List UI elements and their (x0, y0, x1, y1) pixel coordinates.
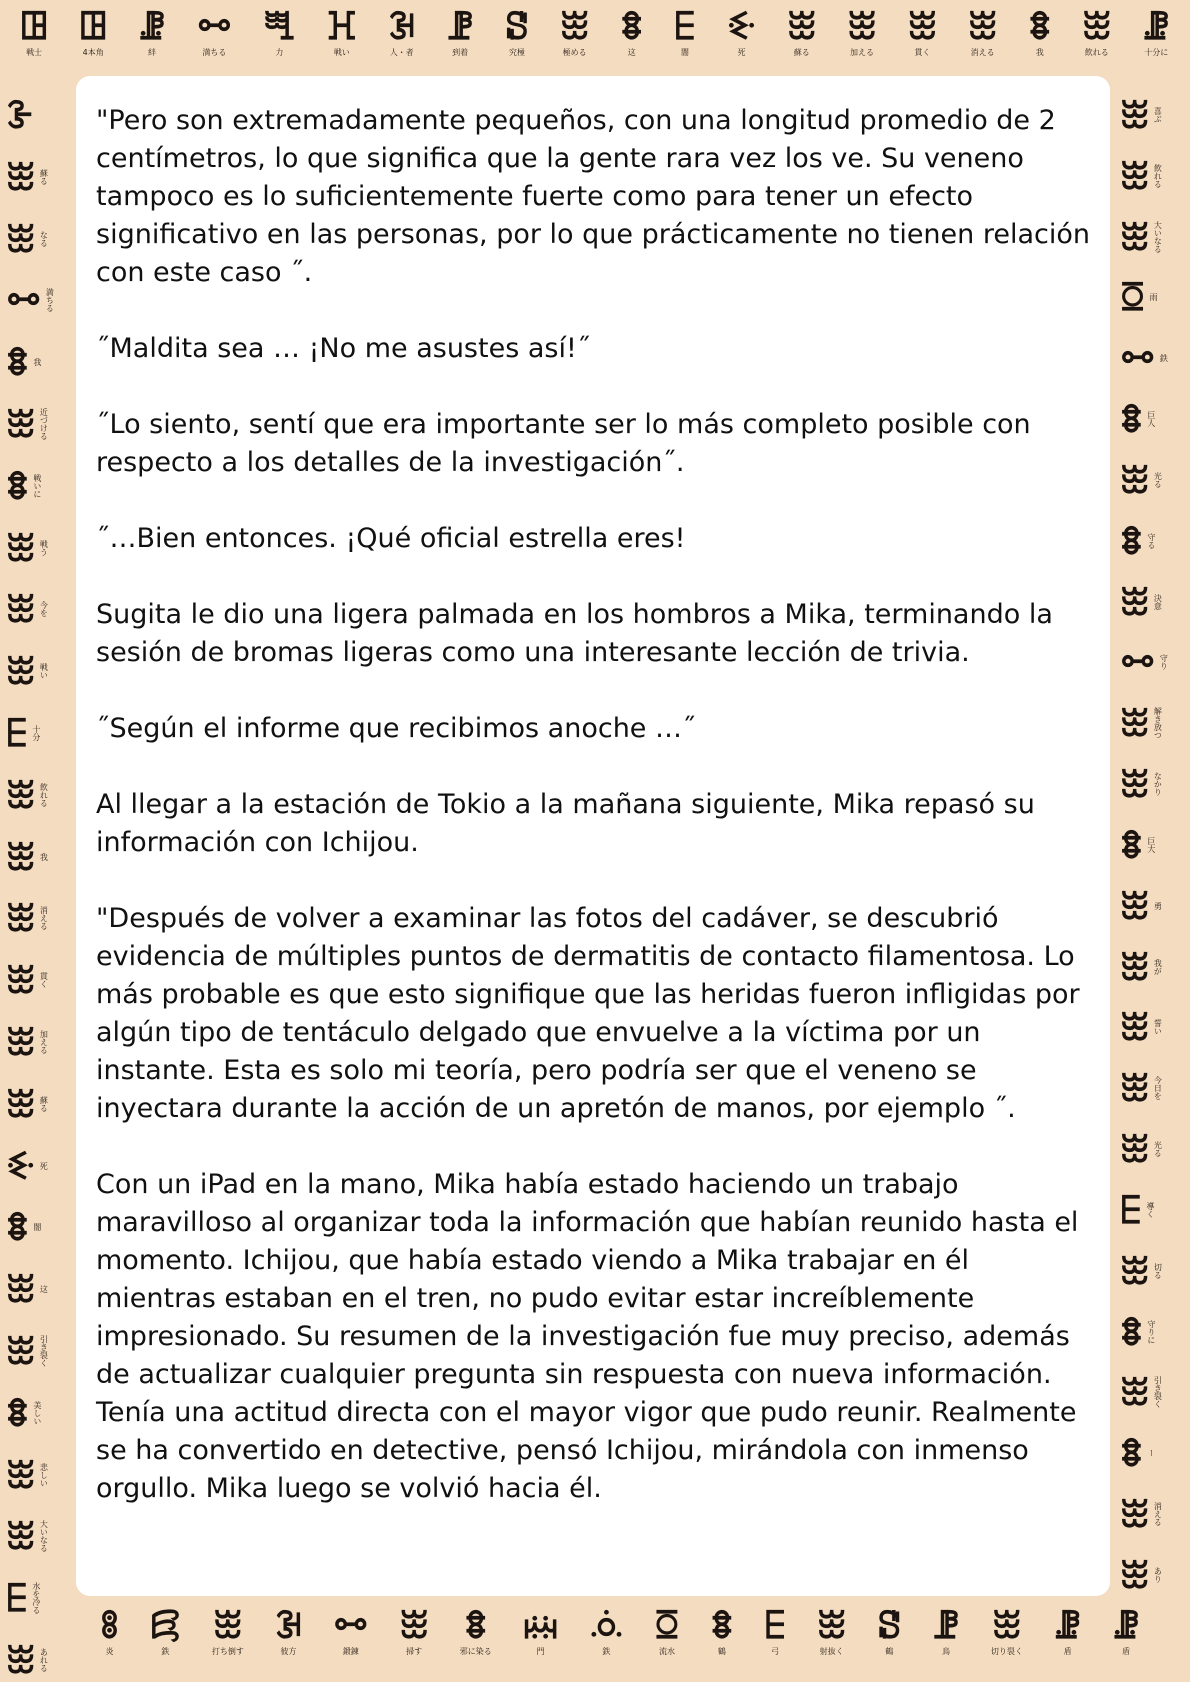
ornament-glyph-icon: ꖿ (399, 1603, 429, 1647)
ornament-glyph-icon: ꖿ (213, 1603, 243, 1647)
ornament-glyph-icon: ꖿ (6, 1019, 36, 1064)
ornament-glyph-icon: ꗊ (1120, 1431, 1143, 1476)
ornament-glyph-icon: ꗝ (589, 1603, 624, 1647)
ornament-glyph-icon: ꗊ (1120, 1309, 1143, 1354)
ornament-glyph-icon: ꖿ (6, 772, 36, 817)
border-glyph-right (1120, 1248, 1186, 1293)
ornament-glyph-icon: ꖿ (787, 4, 817, 48)
border-glyph-left (6, 1452, 76, 1497)
decorative-border-right (1120, 95, 1186, 1595)
ornament-glyph-icon: ꗿ (6, 93, 34, 137)
border-glyph-bottom (275, 1605, 302, 1675)
border-glyph-right (1120, 1552, 1186, 1597)
glyph-caption: 満ちる (45, 288, 55, 313)
border-glyph-left (6, 1637, 76, 1682)
glyph-caption: 死 (39, 1161, 49, 1170)
border-glyph-left (6, 154, 76, 199)
border-glyph-left (6, 401, 76, 446)
border-glyph-top (787, 6, 816, 68)
ornament-glyph-icon: ꗋ (764, 1603, 787, 1647)
glyph-caption: 雨 (1149, 293, 1159, 302)
ornament-glyph-icon: ꗘ (932, 1603, 960, 1647)
border-glyph-right (1120, 1309, 1186, 1354)
glyph-caption: 飲れる (1084, 48, 1109, 57)
border-glyph-right (1120, 518, 1186, 563)
border-glyph-left (6, 710, 76, 755)
ornament-glyph-icon: ꗛ (149, 1603, 181, 1647)
border-glyph-bottom (100, 1605, 119, 1675)
glyph-caption: 蘇る (39, 1095, 49, 1112)
ornament-glyph-icon: ꖿ (1120, 1127, 1150, 1172)
ornament-glyph-icon: ꖿ (907, 4, 938, 48)
border-glyph-top (388, 6, 415, 68)
ornament-glyph-icon: ꖿ (1120, 944, 1150, 989)
ornament-glyph-icon: ꗙ (138, 4, 166, 48)
glyph-caption: 鳥 (942, 1647, 951, 1656)
ornament-glyph-icon: ꘂ (387, 4, 416, 48)
border-glyph-right (1120, 153, 1186, 198)
ornament-glyph-icon: ꖿ (6, 401, 36, 446)
glyph-caption: 盾 (1063, 1647, 1072, 1656)
border-glyph-left (6, 278, 76, 323)
border-glyph-left (6, 958, 76, 1003)
ornament-glyph-icon: ꗚ (100, 1603, 120, 1647)
ornament-glyph-icon: ꗊ (1120, 822, 1143, 867)
border-glyph-left (6, 1576, 76, 1621)
glyph-caption: 守りに (1146, 1319, 1156, 1344)
glyph-caption: 这 (627, 48, 636, 57)
border-glyph-bottom (523, 1605, 559, 1675)
glyph-caption: 鉄 (1159, 354, 1169, 363)
glyph-caption: 鍛錬 (342, 1647, 359, 1656)
ornament-glyph-icon: ꖿ (6, 1514, 36, 1559)
border-glyph-bottom (212, 1605, 244, 1675)
ornament-glyph-icon: ꖿ (6, 896, 36, 941)
glyph-caption: 導く (1145, 1201, 1155, 1218)
paragraph: ˝Según el informe que recibimos anoche …˝ (96, 713, 696, 744)
border-glyph-right (1120, 762, 1186, 807)
glyph-caption: 消える (39, 906, 49, 931)
glyph-caption: 戦いに (32, 473, 42, 498)
glyph-caption: 十分に (1144, 48, 1169, 57)
ornament-glyph-icon: ꖿ (1120, 93, 1150, 137)
paragraph: ˝…Bien entonces. ¡Qué oficial estrella eres! (96, 523, 686, 554)
glyph-caption: 蘇る (793, 48, 810, 57)
ornament-glyph-icon: ꗞ (654, 1603, 680, 1647)
glyph-caption: ー (1146, 1449, 1156, 1458)
ornament-glyph-icon: ꘂ (274, 1603, 303, 1647)
glyph-caption: 光る (1153, 1141, 1163, 1158)
ornament-glyph-icon: ꖿ (992, 1603, 1022, 1647)
glyph-caption: 我が (1153, 958, 1163, 975)
border-glyph-left (6, 1328, 76, 1373)
paragraph: Al llegar a la estación de Tokio a la mañana siguiente, Mika repasó su información con Ichijou. (96, 789, 1035, 858)
border-glyph-top (674, 6, 696, 68)
ornament-glyph-icon: ꖿ (1120, 883, 1150, 928)
border-glyph-bottom (589, 1605, 623, 1675)
ornament-glyph-icon: ꖾ (326, 4, 358, 48)
border-glyph-top (1082, 6, 1111, 68)
glyph-caption: 掃す (406, 1647, 423, 1656)
glyph-caption: 戦い (39, 663, 49, 680)
ornament-glyph-icon: ꖽ (263, 4, 296, 48)
ornament-glyph-icon: ꗞ (1120, 275, 1146, 320)
glyph-caption: 貫く (39, 972, 49, 989)
glyph-caption: 切る (1153, 1262, 1163, 1279)
border-glyph-right (1120, 822, 1186, 867)
border-glyph-top (79, 6, 107, 68)
glyph-caption: 守る (1146, 532, 1156, 549)
glyph-caption: 戦う (39, 539, 49, 556)
border-glyph-right (1120, 336, 1186, 381)
border-glyph-right (1120, 95, 1186, 135)
glyph-caption: 飲れる (1153, 163, 1163, 188)
glyph-caption: 勇 (1153, 901, 1163, 910)
paragraph: "Después de volver a examinar las fotos del cadáver, se descubrió evidencia de múltiples puntos de dermatitis de contacto filamentosa. Lo más probable es que esto signifique que las heridas fueron infligidas por algún tipo de tentáculo delgado que envuelve a la víctima por un instante. Esta es solo mi teoría, pero podría ser que el veneno se inyectara durante la acción de un apretón de manos, por ejemplo ˝. (96, 903, 1080, 1124)
glyph-caption: 消える (1153, 1502, 1163, 1527)
ornament-glyph-icon: ꖿ (1120, 214, 1150, 259)
glyph-caption: 盾 (1122, 1647, 1131, 1656)
glyph-caption: 絆 (147, 48, 156, 57)
ornament-glyph-icon: ꖿ (6, 1637, 36, 1682)
border-glyph-bottom (817, 1605, 846, 1675)
ornament-glyph-icon: ꗬ (1120, 640, 1156, 685)
border-glyph-top (263, 6, 296, 68)
decorative-border-left (6, 95, 76, 1680)
ornament-glyph-icon: ꗜ (522, 1603, 559, 1647)
decorative-border-top (20, 6, 1170, 68)
ornament-glyph-icon: ꖿ (1120, 1370, 1150, 1415)
border-glyph-top (560, 6, 589, 68)
border-glyph-top (327, 6, 357, 68)
glyph-caption: 炎 (105, 1647, 114, 1656)
ornament-glyph-icon: ꗋ (6, 1576, 28, 1621)
glyph-caption: 闇 (32, 1223, 42, 1232)
ornament-glyph-icon: ꖿ (1120, 1066, 1150, 1111)
border-glyph-right (1120, 275, 1186, 320)
ornament-glyph-icon: ꗊ (620, 4, 644, 48)
glyph-caption: 我 (32, 358, 42, 367)
ornament-glyph-icon: ꗊ (1028, 4, 1052, 48)
border-glyph-bottom (877, 1605, 901, 1675)
ornament-glyph-icon: ꖿ (1120, 1248, 1150, 1293)
ornament-glyph-icon: ꖿ (559, 4, 590, 48)
glyph-caption: 蘇る (39, 168, 49, 185)
border-glyph-bottom (932, 1605, 960, 1675)
border-glyph-left (6, 1143, 76, 1188)
glyph-caption: あり (1153, 1566, 1163, 1583)
ornament-glyph-icon: ꖿ (816, 1603, 847, 1647)
border-glyph-left (6, 1514, 76, 1559)
glyph-caption: 死 (737, 48, 746, 57)
border-glyph-left (6, 340, 76, 385)
glyph-caption: 4本角 (82, 48, 104, 57)
border-glyph-right (1120, 579, 1186, 624)
ornament-glyph-icon: ꖿ (1120, 579, 1150, 624)
border-glyph-bottom (764, 1605, 786, 1675)
glyph-caption: 消える (970, 48, 995, 57)
glyph-caption: 巨大 (1146, 836, 1156, 853)
border-glyph-right (1120, 1127, 1186, 1172)
glyph-caption: 切り裂く (990, 1647, 1023, 1656)
glyph-caption: 流水 (658, 1647, 675, 1656)
glyph-caption: 守り (1159, 654, 1169, 671)
ornament-glyph-icon: ꖿ (6, 1081, 36, 1126)
paragraph: Sugita le dio una ligera palmada en los hombros a Mika, terminando la sesión de bromas ligeras como una interesante lección de trivia. (96, 599, 1053, 668)
glyph-caption: 解き放つ (1153, 707, 1163, 740)
border-glyph-left (6, 896, 76, 941)
glyph-caption: 我 (1035, 48, 1044, 57)
glyph-caption: 十分 (31, 724, 41, 741)
glyph-caption: 今日を (1153, 1076, 1163, 1101)
border-glyph-right (1120, 1370, 1186, 1415)
ornament-glyph-icon: ꖸ (20, 4, 49, 48)
ornament-glyph-icon: ꖿ (1120, 1005, 1150, 1050)
ornament-glyph-icon: ꖿ (1120, 762, 1150, 807)
glyph-caption: 鶴 (885, 1647, 894, 1656)
border-glyph-left (6, 1081, 76, 1126)
glyph-caption: 鶴 (717, 1647, 726, 1656)
ornament-glyph-icon: ꖿ (6, 649, 36, 694)
border-glyph-right (1120, 701, 1186, 746)
glyph-caption: 弓 (771, 1647, 780, 1656)
glyph-caption: 満ちる (202, 48, 227, 57)
border-glyph-bottom (333, 1605, 368, 1675)
glyph-caption: 悲しい (39, 1462, 49, 1487)
glyph-caption: 到着 (452, 48, 469, 57)
glyph-caption: 大いなる (1153, 220, 1163, 253)
glyph-caption: 打ち倒す (211, 1647, 244, 1656)
border-glyph-right (1120, 640, 1186, 685)
ornament-glyph-icon: ꖿ (1082, 4, 1112, 48)
glyph-caption: なる (39, 230, 49, 247)
glyph-caption: 引き裂く (39, 1334, 49, 1367)
glyph-caption: 加える (850, 48, 875, 57)
ornament-glyph-icon: ꖿ (1120, 1492, 1150, 1537)
glyph-caption: 喜ぶ (1153, 107, 1163, 123)
border-glyph-left (6, 216, 76, 261)
border-glyph-right (1120, 1187, 1186, 1232)
paragraph: ˝Lo siento, sentí que era importante ser lo más completo posible con respecto a los detalles de la investigación˝. (96, 409, 1031, 478)
border-glyph-top (908, 6, 937, 68)
glyph-caption: 今を (39, 601, 49, 618)
border-glyph-bottom (1054, 1605, 1082, 1675)
glyph-caption: 巨人 (1146, 411, 1156, 428)
border-glyph-top (1028, 6, 1051, 68)
glyph-caption: 戦い (333, 48, 350, 57)
border-glyph-top (197, 6, 232, 68)
ornament-glyph-icon: ꗊ (1120, 518, 1143, 563)
glyph-caption: 射抜く (819, 1647, 844, 1656)
glyph-caption: 鉄 (161, 1647, 170, 1656)
ornament-glyph-icon: ꗟ (504, 4, 529, 48)
ornament-glyph-icon: ꖿ (1120, 701, 1150, 746)
glyph-caption: なかり (1153, 772, 1163, 797)
border-glyph-left (6, 1267, 76, 1312)
border-glyph-left (6, 525, 76, 570)
border-glyph-right (1120, 1431, 1186, 1476)
glyph-caption: 大いなる (39, 1520, 49, 1553)
glyph-caption: 近づける (39, 407, 49, 440)
ornament-glyph-icon: ꗊ (6, 463, 29, 508)
ornament-glyph-icon: ꗩ (6, 1143, 36, 1188)
ornament-glyph-icon: ꗊ (464, 1603, 488, 1647)
glyph-caption: 戦士 (26, 48, 43, 57)
border-glyph-bottom (710, 1605, 733, 1675)
border-glyph-right (1120, 457, 1186, 502)
glyph-caption: 彼方 (280, 1647, 297, 1656)
border-glyph-top (620, 6, 643, 68)
glyph-caption: 人・者 (389, 48, 414, 57)
ornament-glyph-icon: ꗊ (710, 1603, 734, 1647)
ornament-glyph-icon: ꗋ (6, 710, 28, 755)
ornament-glyph-icon: ꗊ (6, 340, 29, 385)
glyph-caption: 水を冷る (31, 1582, 41, 1615)
border-glyph-left (6, 649, 76, 694)
border-glyph-top (847, 6, 876, 68)
border-glyph-left (6, 1205, 76, 1250)
glyph-caption: 美しい (32, 1400, 42, 1425)
border-glyph-top (20, 6, 48, 68)
ornament-glyph-icon: ꖸ (79, 4, 108, 48)
border-glyph-bottom (399, 1605, 428, 1675)
ornament-glyph-icon: ꖿ (1120, 153, 1150, 198)
ornament-glyph-icon: ꖿ (6, 958, 36, 1003)
glyph-caption: 我 (39, 852, 49, 861)
glyph-caption: 飲れる (39, 782, 49, 807)
glyph-caption: 貫く (914, 48, 931, 57)
ornament-glyph-icon: ꖿ (847, 4, 877, 48)
border-glyph-right (1120, 883, 1186, 928)
glyph-caption: 決意 (1153, 593, 1163, 610)
glyph-caption: 光る (1153, 471, 1163, 488)
ornament-glyph-icon: ꗋ (1120, 1187, 1142, 1232)
border-glyph-right (1120, 1066, 1186, 1111)
glyph-caption: 闇 (680, 48, 689, 57)
ornament-glyph-icon: ꗘ (446, 4, 474, 48)
paragraph: "Pero son extremadamente pequeños, con una longitud promedio de 2 centímetros, lo que significa que la gente rara vez los ve. Su veneno tampoco es lo suficientemente fuerte como para tener un efecto significativo en las personas, por lo que prácticamente no tienen relación con este caso ˝. (96, 105, 1090, 288)
border-glyph-left (6, 834, 76, 879)
border-glyph-top (968, 6, 997, 68)
border-glyph-right (1120, 1005, 1186, 1050)
ornament-glyph-icon: ꗙ (1112, 1603, 1140, 1647)
ornament-glyph-icon: ꖿ (6, 525, 36, 570)
border-glyph-right (1120, 1492, 1186, 1537)
border-glyph-top (727, 6, 756, 68)
glyph-caption: 这 (39, 1285, 49, 1294)
border-glyph-left (6, 463, 76, 508)
decorative-border-bottom (100, 1605, 1140, 1675)
ornament-glyph-icon: ꗩ (726, 4, 757, 48)
border-glyph-top (1142, 6, 1170, 68)
paragraph: ˝Maldita sea … ¡No me asustes así!˝ (96, 333, 591, 364)
ornament-glyph-icon: ꗊ (6, 1390, 29, 1435)
glyph-caption: 究極 (508, 48, 525, 57)
glyph-caption: 極める (562, 48, 587, 57)
border-glyph-bottom (460, 1605, 492, 1675)
border-glyph-left (6, 587, 76, 632)
border-glyph-left (6, 1019, 76, 1064)
border-glyph-left (6, 1390, 76, 1435)
border-glyph-bottom (991, 1605, 1023, 1675)
border-glyph-top (505, 6, 529, 68)
glyph-caption: あれる (39, 1647, 49, 1672)
ornament-glyph-icon: ꗬ (6, 278, 42, 323)
ornament-glyph-icon: ꖿ (6, 834, 36, 879)
ornament-glyph-icon: ꗊ (6, 1205, 29, 1250)
border-glyph-top (446, 6, 474, 68)
border-glyph-bottom (654, 1605, 679, 1675)
ornament-glyph-icon: ꗊ (1120, 397, 1143, 442)
border-glyph-left (6, 772, 76, 817)
ornament-glyph-icon: ꗬ (1120, 336, 1156, 381)
ornament-glyph-icon: ꗙ (1053, 1603, 1082, 1647)
glyph-caption: 引き裂く (1153, 1376, 1163, 1409)
glyph-caption: 邪に染る (459, 1647, 492, 1656)
ornament-glyph-icon: ꗙ (1142, 4, 1170, 48)
border-glyph-right (1120, 944, 1186, 989)
glyph-caption: 鉄 (602, 1647, 611, 1656)
ornament-glyph-icon: ꖿ (1120, 457, 1150, 502)
ornament-glyph-icon: ꗬ (333, 1603, 369, 1647)
border-glyph-left (6, 95, 76, 135)
ornament-glyph-icon: ꖿ (6, 154, 36, 199)
border-glyph-right (1120, 397, 1186, 442)
page-text-panel (76, 76, 1110, 1596)
paragraph: Con un iPad en la mano, Mika había estado haciendo un trabajo maravilloso al organizar toda la información que habían reunido hasta el momento. Ichijou, que había estado viendo a Mika trabajar en él mientras estaban en el tren, no pudo evitar estar increíblemente impresionado. Su resumen de la investigación fue muy preciso, además de actualizar cualquier pregunta sin respuesta con nueva información. Tenía una actitud directa con el mayor vigor que pudo reunir. Realmente se ha convertido en detective, pensó Ichijou, mirándola con inmenso orgullo. Mika luego se volvió hacia él. (96, 1169, 1079, 1504)
ornament-glyph-icon: ꖿ (968, 4, 998, 48)
border-glyph-right (1120, 214, 1186, 259)
border-glyph-top (138, 6, 166, 68)
glyph-caption: 加える (39, 1029, 49, 1054)
ornament-glyph-icon: ꗟ (877, 1603, 902, 1647)
glyph-caption: 誓い (1153, 1019, 1163, 1036)
ornament-glyph-icon: ꗬ (196, 4, 233, 48)
ornament-glyph-icon: ꖿ (1120, 1552, 1150, 1597)
border-glyph-bottom (1112, 1605, 1140, 1675)
ornament-glyph-icon: ꖿ (6, 1267, 36, 1312)
ornament-glyph-icon: ꖿ (6, 1452, 36, 1497)
glyph-caption: 門 (536, 1647, 545, 1656)
ornament-glyph-icon: ꖿ (6, 216, 36, 261)
glyph-caption: 力 (275, 48, 284, 57)
ornament-glyph-icon: ꖿ (6, 587, 36, 632)
ornament-glyph-icon: ꖿ (6, 1328, 36, 1373)
ornament-glyph-icon: ꗋ (674, 4, 696, 48)
border-glyph-bottom (150, 1605, 181, 1675)
